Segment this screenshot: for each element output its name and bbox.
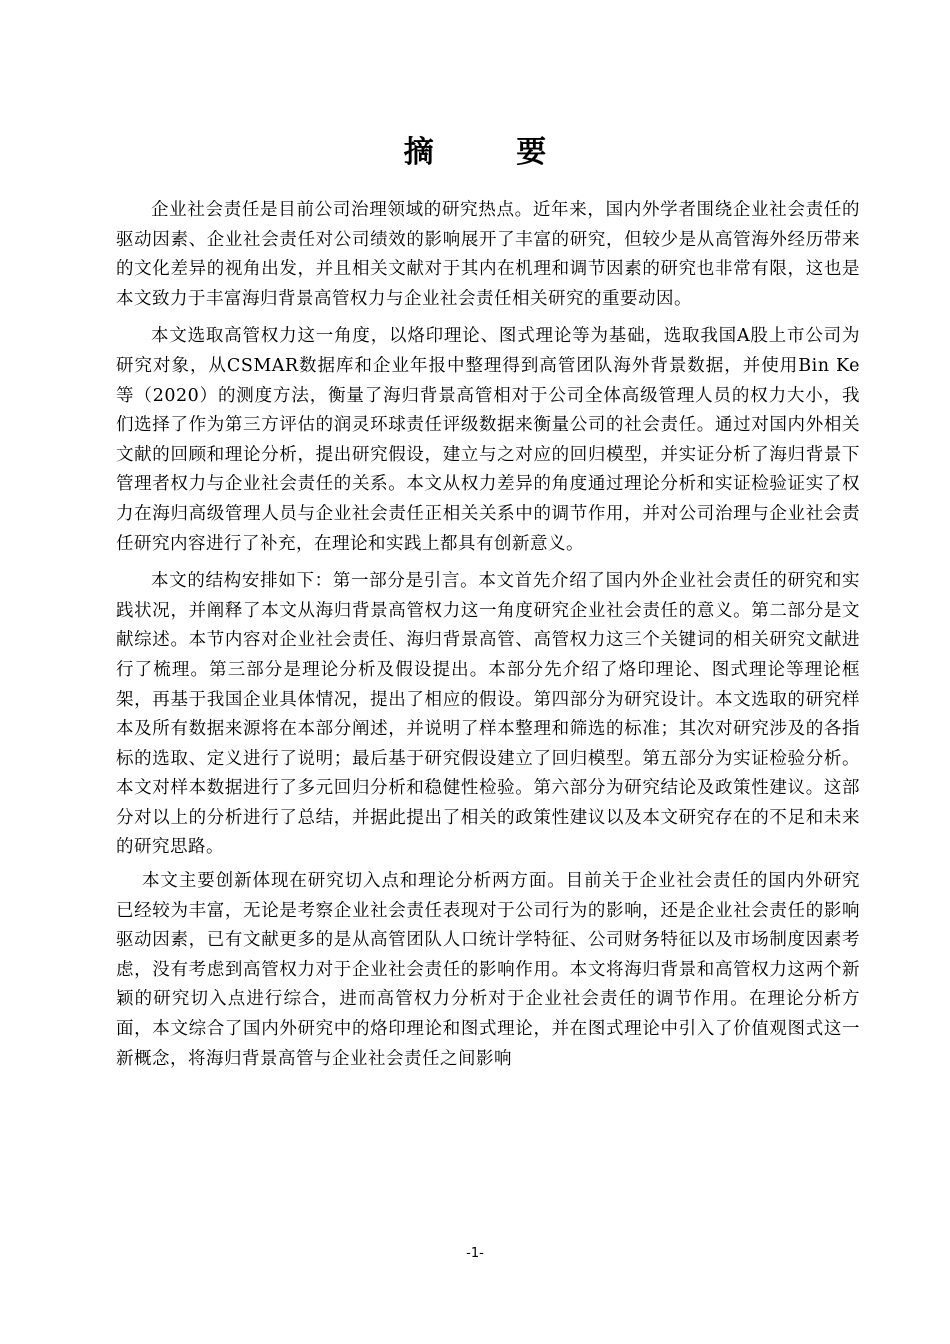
- abstract-body: [116, 196, 860, 1074]
- abstract-paragraph-2: 本文选取高管权力这一角度，以烙印理论、图式理论等为基础，选取我国A股上市公司为研究对象，从CSMAR数据库和企业年报中整理得到高管团队海外背景数据，并使用Bin Ke等（2020）的测度方法，衡量了海归背景高管相对于公司全体高级管理人员的权力大小，我们选择了作为第三方评估的润灵环球责任评级数据来衡量公司的社会责任。通过对国内外相关文献的回顾和理论分析，提出研究假设，建立与之对应的回归模型，并实证分析了海归背景下管理者权力与企业社会责任的关系。本文从权力差异的角度通过理论分析和实证检验证实了权力在海归高级管理人员与企业社会责任正相关关系中的调节作用，并对公司治理与企业社会责任研究内容进行了补充，在理论和实践上都具有创新意义。: [116, 326, 860, 554]
- abstract-paragraph-4: 本文主要创新体现在研究切入点和理论分析两方面。目前关于企业社会责任的国内外研究已经较为丰富，无论是考察企业社会责任表现对于公司行为的影响，还是企业社会责任的影响驱动因素，已有文献更多的是从高管团队人口统计学特征、公司财务特征以及市场制度因素考虑，没有考虑到高管权力对于企业社会责任的影响作用。本文将海归背景和高管权力这两个新颖的研究切入点进行综合，进而高管权力分析对于企业社会责任的调节作用。在理论分析方面，本文综合了国内外研究中的烙印理论和图式理论，并在图式理论中引入了价值观图式这一新概念，将海归背景高管与企业社会责任之间影响: [116, 871, 860, 1069]
- abstract-paragraph-3: 本文的结构安排如下：第一部分是引言。本文首先介绍了国内外企业社会责任的研究和实践状况，并阐释了本文从海归背景高管权力这一角度研究企业社会责任的意义。第二部分是文献综述。本节内容对企业社会责任、海归背景高管、高管权力这三个关键词的相关研究文献进行了梳理。第三部分是理论分析及假设提出。本部分先介绍了烙印理论、图式理论等理论框架，再基于我国企业具体情况，提出了相应的假设。第四部分为研究设计。本文选取的研究样本及所有数据来源将在本部分阐述，并说明了样本整理和筛选的标准；其次对研究涉及的各指标的选取、定义进行了说明；最后基于研究假设建立了回归模型。第五部分为实证检验分析。本文对样本数据进行了多元回归分析和稳健性检验。第六部分为研究结论及政策性建议。这部分对以上的分析进行了总结，并据此提出了相关的政策性建议以及本文研究存在的不足和未来的研究思路。: [116, 571, 860, 858]
- page-title: 摘 要: [403, 135, 583, 170]
- abstract-paragraph-1: 企业社会责任是目前公司治理领域的研究热点。近年来，国内外学者围绕企业社会责任的驱动因素、企业社会责任对公司绩效的影响展开了丰富的研究，但较少是从高管海外经历带来的文化差异的视角出发，并且相关文献对于其内在机理和调节因素的研究也非常有限，这也是本文致力于丰富海归背景高管权力与企业社会责任相关研究的重要动因。: [116, 200, 860, 309]
- page-number: -1-: [466, 1246, 484, 1261]
